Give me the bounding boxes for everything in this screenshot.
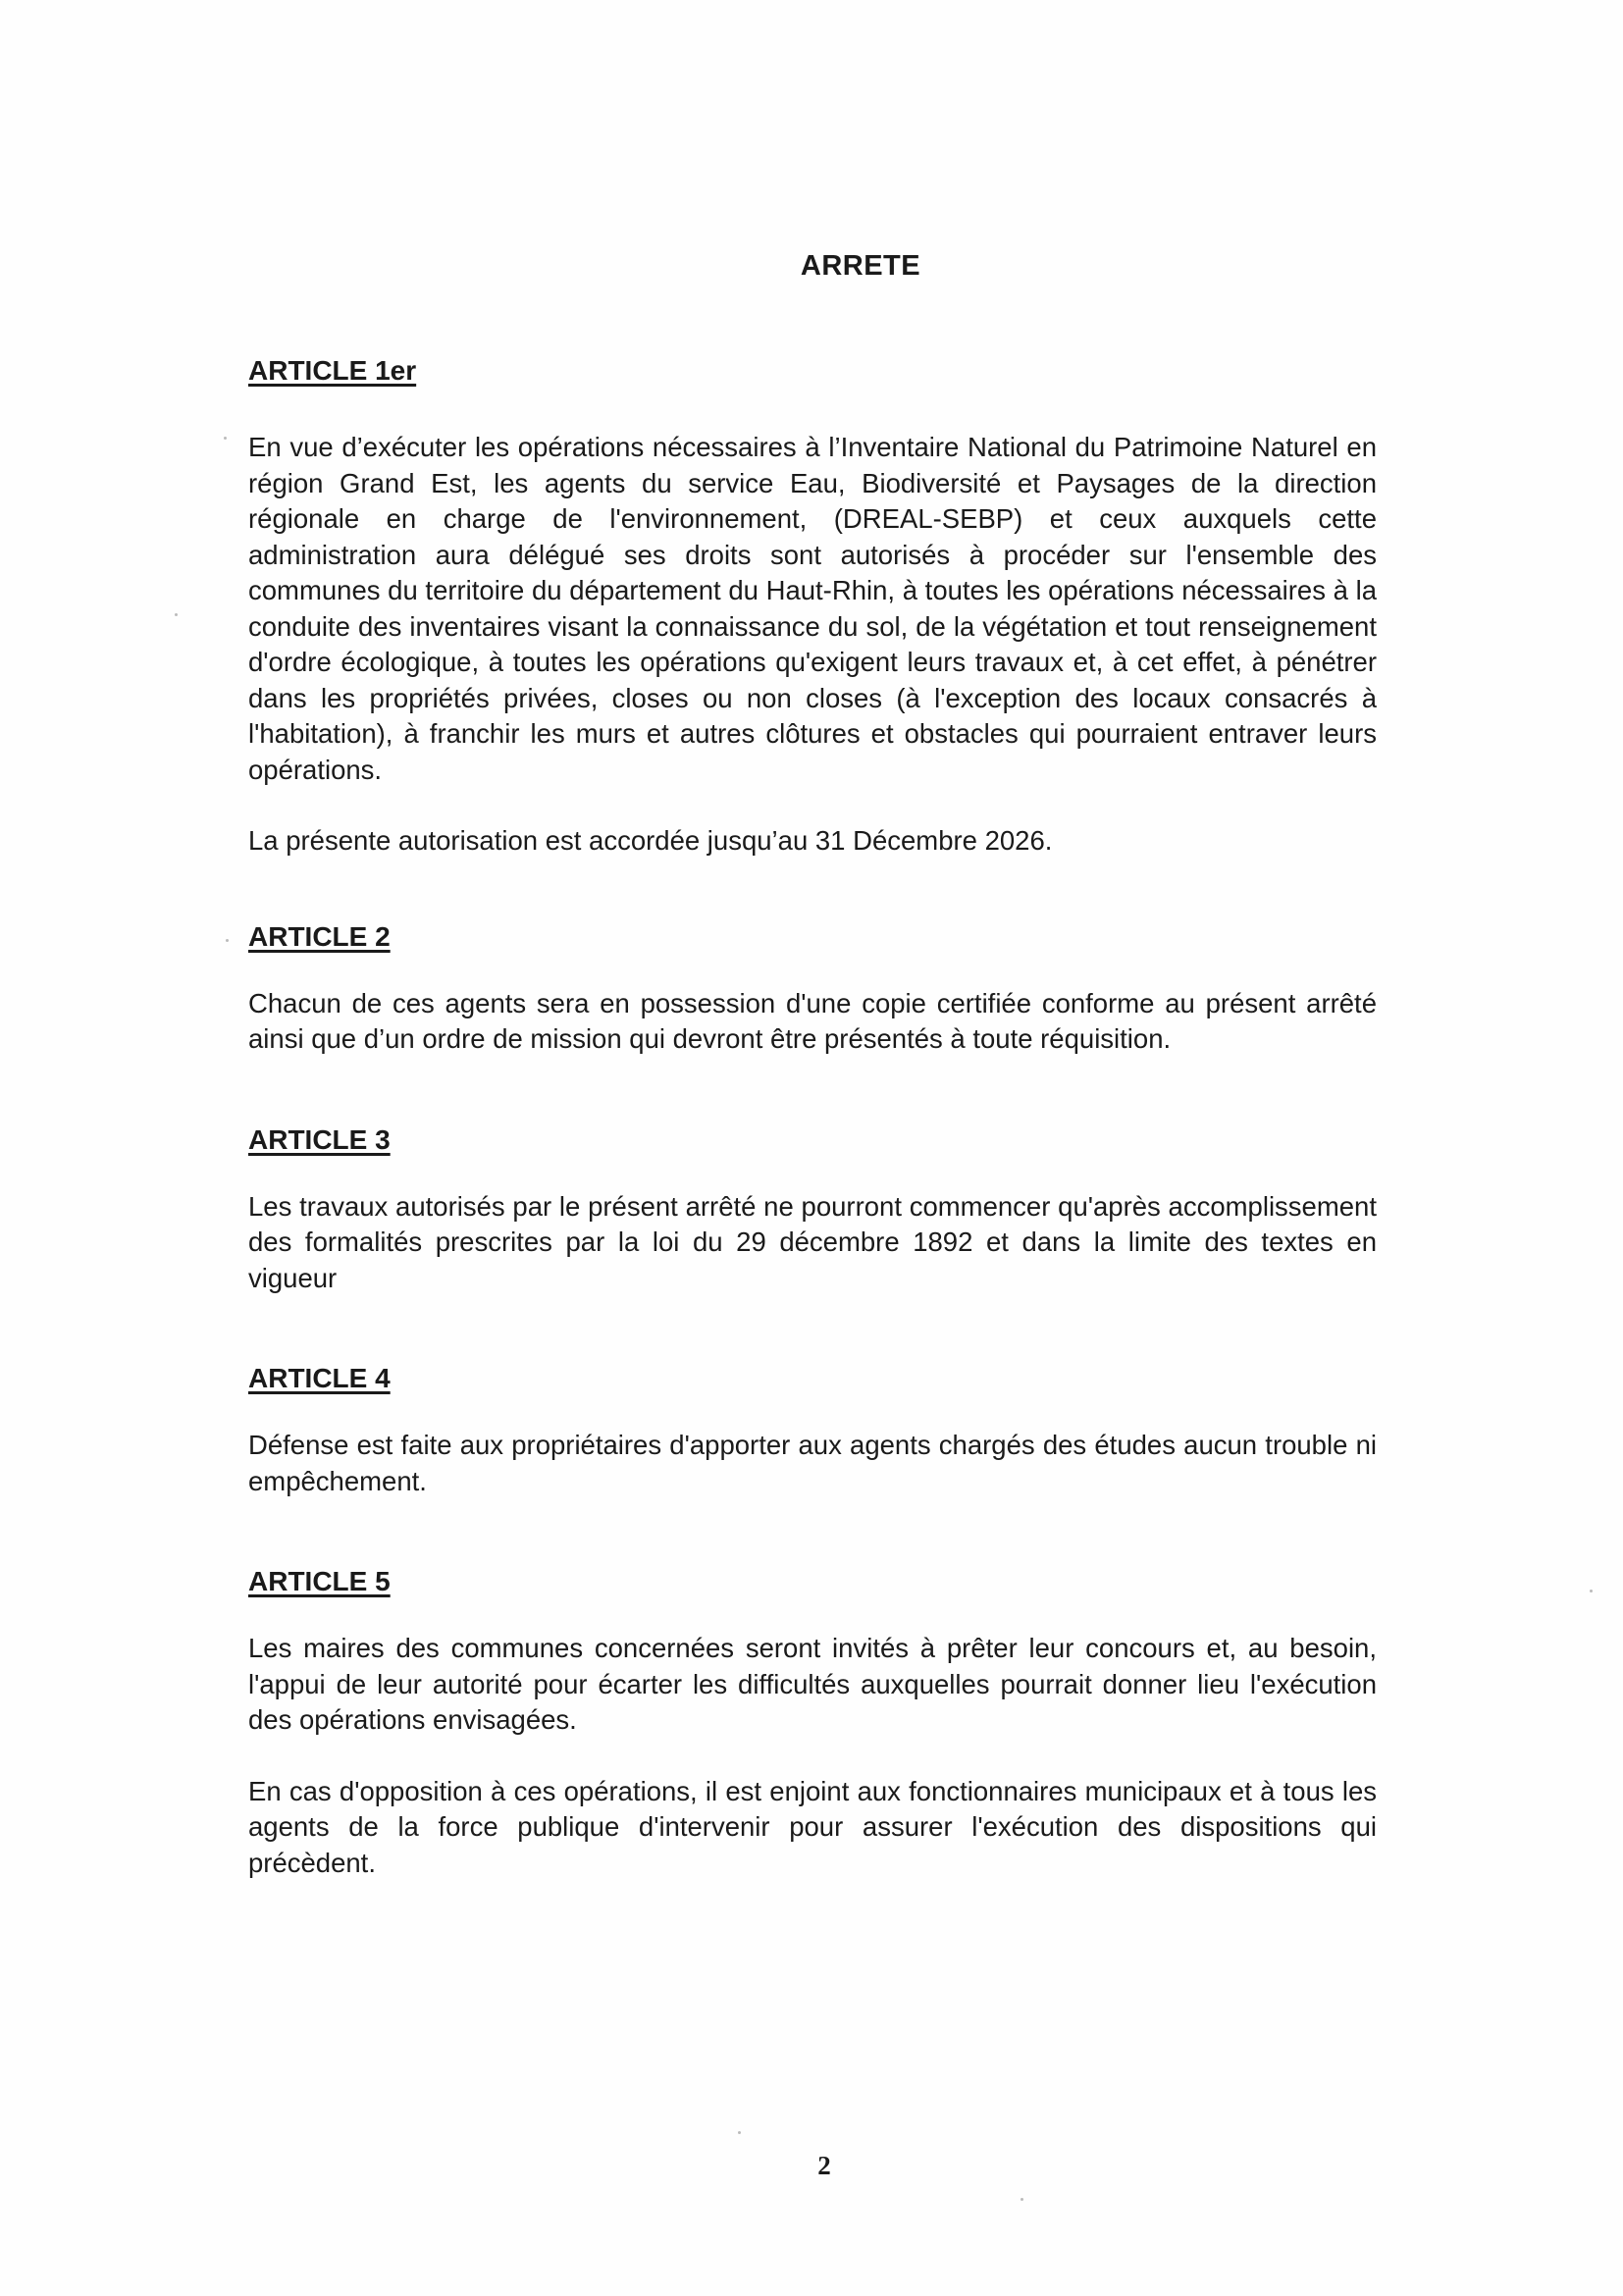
scan-speck [224,437,227,440]
article-4 [248,1361,1377,1499]
article-paragraph: Défense est faite aux propriétaires d'apporter aux agents chargés des études aucun trouble ni empêchement. [248,1430,1377,1496]
article-heading: ARTICLE 3 [248,1123,391,1155]
article-paragraph: Les travaux autorisés par le présent arrêté ne pourront commencer qu'après accomplissement des formalités prescrites par la loi du 29 décembre 1892 et dans la limite des textes en vigueur [248,1190,1377,1293]
article-paragraph: En vue d’exécuter les opérations nécessaires à l’Inventaire National du Patrimoine Naturel en région Grand Est, les agents du service Eau, Biodiversité et Paysages de la direction régionale en charge de l'environnement, (DREAL-SEBP) et ceux auxquels cette administration aura délégué ses droits sont autorisés à procéder sur l'ensemble des communes du territoire du département du Haut-Rhin, à toutes les opérations nécessaires à la conduite des inventaires visant la connaissance du sol, de la végétation et tout renseignement d'ordre écologique, à toutes les opérations qu'exigent leurs travaux et, à cet effet, à pénétrer dans les propriétés privées, closes ou non closes (à l'exception des locaux consacrés à l'habitation), à franchir les murs et autres clôtures et obstacles qui pourraient entraver leurs opérations. [248,432,1377,785]
article-3 [248,1122,1377,1297]
scan-speck [1021,2198,1023,2201]
article-paragraph: La présente autorisation est accordée jusqu’au 31 Décembre 2026. [248,825,1053,856]
article-paragraph: Les maires des communes concernées seront invités à prêter leur concours et, au besoin, l'appui de leur autorité pour écarter les difficultés auxquelles pourrait donner lieu l'exécution des opérations envisagées. [248,1633,1377,1735]
scan-speck [226,939,229,942]
scan-speck [1590,1590,1593,1592]
article-heading: ARTICLE 4 [248,1363,391,1393]
article-paragraph: Chacun de ces agents sera en possession d'une copie certifiée conforme au présent arrêté ainsi que d’un ordre de mission qui devront être présentés à toute réquisition. [248,987,1377,1054]
page-number: 2 [817,2151,831,2180]
article-1 [248,353,1377,860]
article-heading: ARTICLE 5 [248,1566,391,1596]
scan-speck [175,613,178,616]
scan-speck [738,2131,741,2134]
article-paragraph: En cas d'opposition à ces opérations, il est enjoint aux fonctionnaires municipaux et à tous les agents de la force publique d'intervenir pour assurer l'exécution des dispositions qui précèdent. [248,1775,1377,1878]
document-body [248,353,1377,1881]
article-heading: ARTICLE 1er [248,355,417,386]
article-heading: ARTICLE 2 [248,920,391,952]
article-5 [248,1564,1377,1881]
document-title: ARRETE [800,250,921,282]
article-2 [248,919,1377,1058]
